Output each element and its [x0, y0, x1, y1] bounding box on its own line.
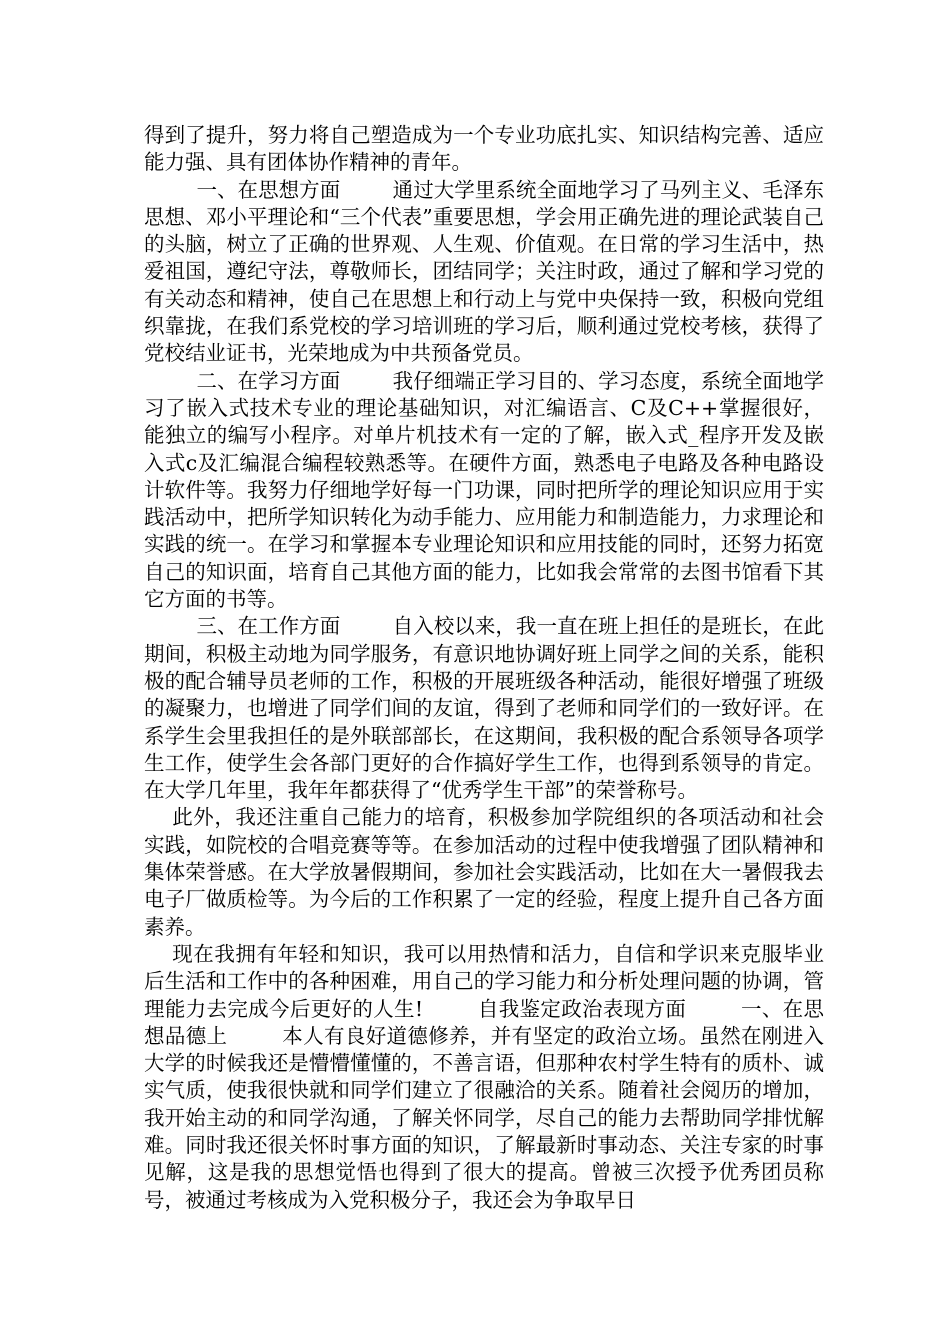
- paragraph-work: 三、在工作方面 自入校以来，我一直在班上担任的是班长，在此期间，积极主动地为同学服务，有意识地协调好班上同学之间的关系，能积极的配合辅导员老师的工作，积极的开展班级各种活动，能很好增强了班级的凝聚力，也增进了同学们间的友谊，得到了老师和同学们的一致好评。在系学生会里我担任的是外联部部长，在这期间，我积极的配合系领导各项学生工作，使学生会各部门更好的合作搞好学生工作，也得到系领导的肯定。在大学几年里，我年年都获得了“优秀学生干部”的荣誉称号。: [144, 614, 824, 803]
- paragraph-self-appraisal: 现在我拥有年轻和知识，我可以用热情和活力，自信和学识来克服毕业后生活和工作中的各种困难，用自己的学习能力和分析处理问题的协调，管理能力去完成今后更好的人生! 自我鉴定政治表现方面 一、在思想品德上 本人有良好道德修养，并有坚定的政治立场。虽然在刚进入大学的时候我还是懵懵懂懂的，不善言语，但那种农村学生特有的质朴、诚实气质，使我很快就和同学们建立了很融洽的关系。随着社会阅历的增加，我开始主动的和同学沟通，了解关怀同学，尽自己的能力去帮助同学排忧解难。同时我还很关怀时事方面的知识，了解最新时事动态、关注专家的时事见解，这是我的思想觉悟也得到了很大的提高。曾被三次授予优秀团员称号，被通过考核成为入党积极分子，我还会为争取早日: [144, 941, 824, 1212]
- paragraph-abilities: 此外，我还注重自己能力的培育，积极参加学院组织的各项活动和社会实践，如院校的合唱竞赛等等。在参加活动的过程中使我增强了团队精神和集体荣誉感。在大学放暑假期间，参加社会实践活动，比如在大一暑假我去电子厂做质检等。为今后的工作积累了一定的经验，程度上提升自己各方面素养。: [144, 805, 824, 939]
- paragraph-intro-continuation: 得到了提升，努力将自己塑造成为一个专业功底扎实、知识结构完善、适应能力强、具有团体协作精神的青年。: [144, 123, 824, 175]
- paragraph-thought: 一、在思想方面 通过大学里系统全面地学习了马列主义、毛泽东思想、邓小平理论和“三个代表”重要思想，学会用正确先进的理论武装自己的头脑，树立了正确的世界观、人生观、价值观。在日常的学习生活中，热爱祖国，遵纪守法，尊敬师长，团结同学；关注时政，通过了解和学习党的有关动态和精神，使自己在思想上和行动上与党中央保持一致，积极向党组织靠拢，在我们系党校的学习培训班的学习后，顺利通过党校考核，获得了党校结业证书，光荣地成为中共预备党员。: [144, 177, 824, 366]
- paragraph-study: 二、在学习方面 我仔细端正学习目的、学习态度，系统全面地学习了嵌入式技术专业的理论基础知识，对汇编语言、C及C++掌握很好，能独立的编写小程序。对单片机技术有一定的了解，嵌入式_程序开发及嵌入式c及汇编混合编程较熟悉等。在硬件方面，熟悉电子电路及各种电路设计软件等。我努力仔细地学好每一门功课，同时把所学的理论知识应用于实践活动中，把所学知识转化为动手能力、应用能力和制造能力，力求理论和实践的统一。在学习和掌握本专业理论知识和应用技能的同时，还努力拓宽自己的知识面，培育自己其他方面的能力，比如我会常常的去图书馆看下其它方面的书等。: [144, 368, 824, 612]
- document-body: [144, 122, 824, 1214]
